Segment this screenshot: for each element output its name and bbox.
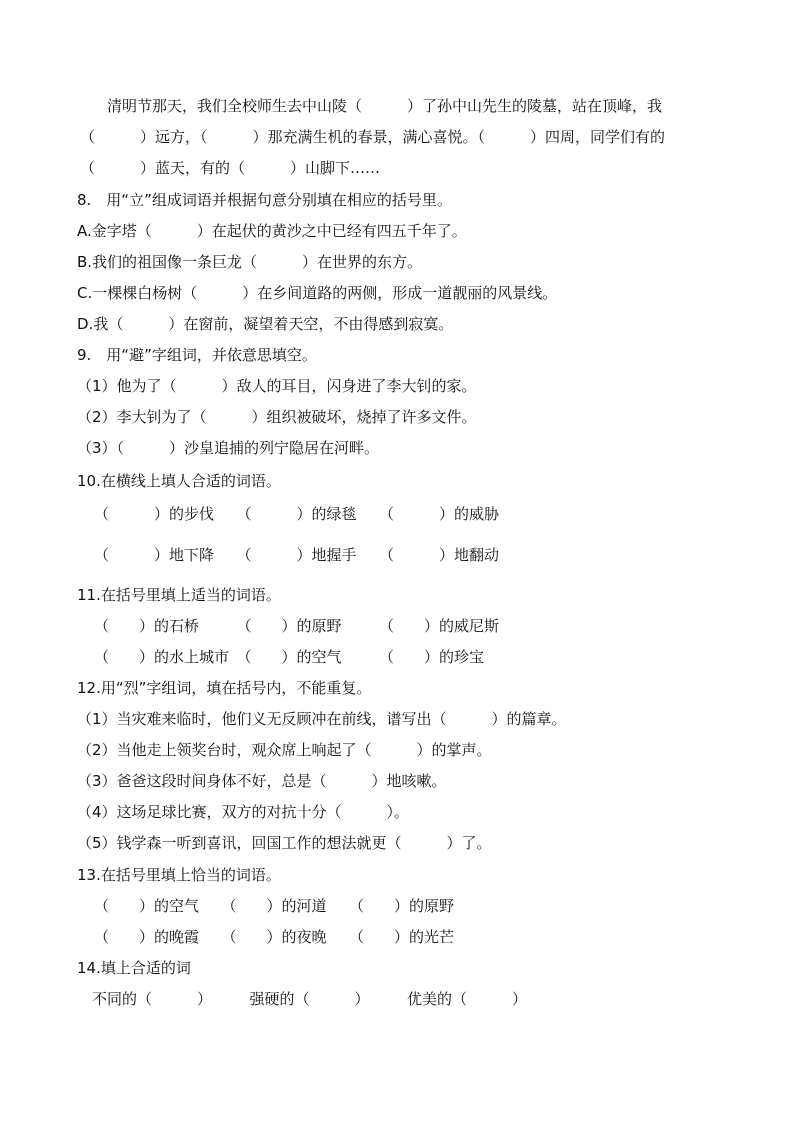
question-13-row: （ ）的晚霞 （ ）的夜晚 （ ）的光芒 <box>94 928 455 946</box>
question-12-item-4: （4）这场足球比赛，双方的对抗十分（ ）。 <box>77 803 410 821</box>
question-13-title: 13.在括号里填上恰当的词语。 <box>77 866 281 884</box>
paragraph-line: （ ）蓝天，有的（ ）山脚下…… <box>80 159 381 177</box>
question-11-row: （ ）的水上城市 （ ）的空气 （ ）的珍宝 <box>94 648 485 666</box>
question-9-item-3: （3）（ ）沙皇追捕的列宁隐居在河畔。 <box>77 439 380 457</box>
question-12-item-1: （1）当灾难来临时，他们义无反顾冲在前线，谱写出（ ）的篇章。 <box>77 710 567 728</box>
question-14-title: 14.填上合适的词 <box>77 959 191 977</box>
question-12-item-3: （3）爸爸这段时间身体不好，总是（ ）地咳嗽。 <box>77 772 447 790</box>
question-11-row: （ ）的石桥 （ ）的原野 （ ）的威尼斯 <box>94 617 500 635</box>
paragraph-line: 清明节那天，我们全校师生去中山陵（ ）了孙中山先生的陵墓，站在顶峰，我 <box>107 97 663 115</box>
question-12-title: 12.用“烈”字组词，填在括号内，不能重复。 <box>77 679 372 697</box>
question-9-title: 9. 用“避”字组词，并依意思填空。 <box>77 346 317 364</box>
question-8-item-b: B.我们的祖国像一条巨龙（ ）在世界的东方。 <box>77 253 423 271</box>
question-13-row: （ ）的空气 （ ）的河道 （ ）的原野 <box>94 897 455 915</box>
paragraph-line: （ ）远方，（ ）那充满生机的春景，满心喜悦。（ ）四周，同学们有的 <box>80 128 666 146</box>
question-9-item-1: （1）他为了（ ）敌人的耳目，闪身进了李大钊的家。 <box>77 377 477 395</box>
question-12-item-2: （2）当他走上领奖台时，观众席上响起了（ ）的掌声。 <box>77 741 492 759</box>
question-9-item-2: （2）李大钊为了（ ）组织被破坏，烧掉了许多文件。 <box>77 408 477 426</box>
question-8-item-a: A.金字塔（ ）在起伏的黄沙之中已经有四五千年了。 <box>77 222 467 240</box>
question-8-item-d: D.我（ ）在窗前，凝望着天空，不由得感到寂寞。 <box>77 315 454 333</box>
question-12-item-5: （5）钱学森一听到喜讯，回国工作的想法就更（ ）了。 <box>77 834 492 852</box>
question-10-title: 10.在横线上填人合适的词语。 <box>77 472 281 490</box>
question-8-title: 8. 用“立”组成词语并根据句意分别填在相应的括号里。 <box>77 191 452 209</box>
question-14-row: 不同的（ ） 强硬的（ ） 优美的（ ） <box>92 990 528 1008</box>
question-8-item-c: C.一棵棵白杨树（ ）在乡间道路的两侧，形成一道靓丽的风景线。 <box>77 284 558 302</box>
question-11-title: 11.在括号里填上适当的词语。 <box>77 586 281 604</box>
question-10-row: （ ）地下降 （ ）地握手 （ ）地翻动 <box>94 546 500 564</box>
question-10-row: （ ）的步伐 （ ）的绿毯 （ ）的威胁 <box>94 505 500 523</box>
